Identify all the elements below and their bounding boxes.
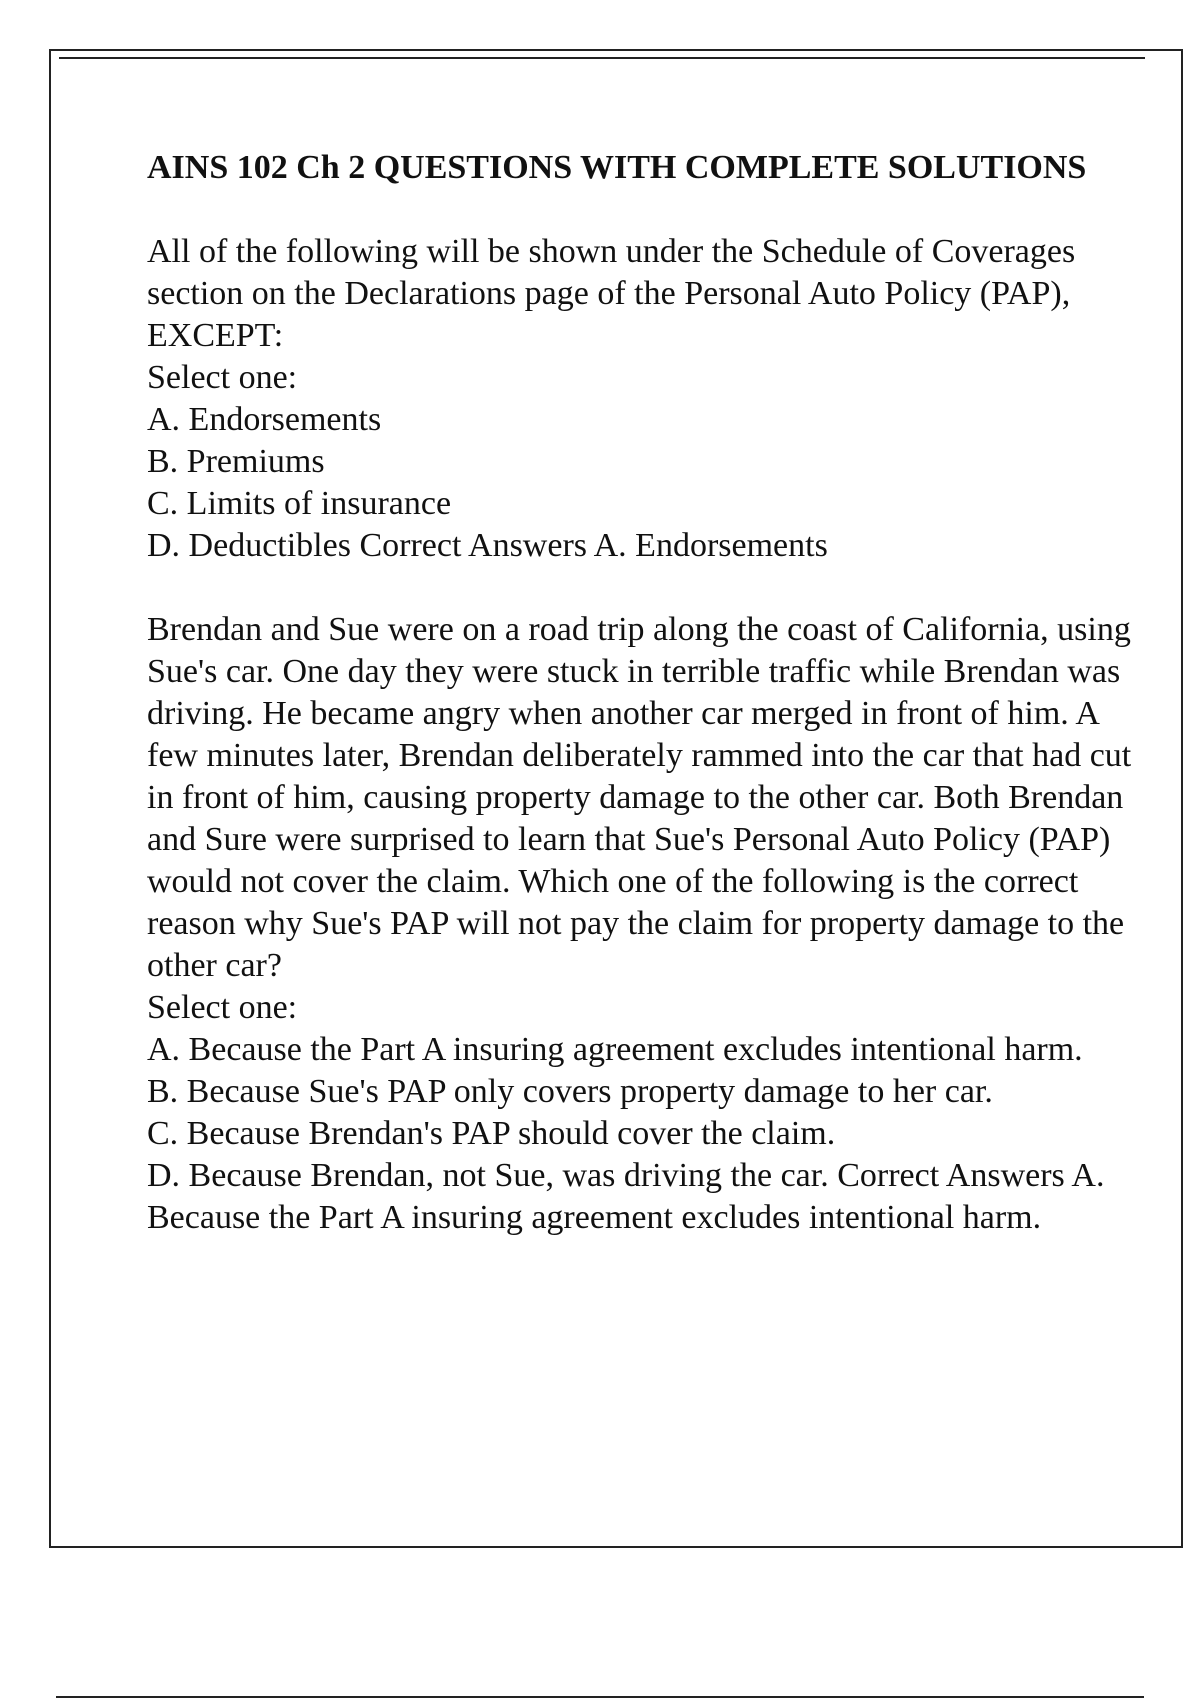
- question-stem: All of the following will be shown under the Schedule of Coverages section on the Declarations page of the Personal Auto Policy (PAP), EXCEPT:: [147, 233, 1076, 354]
- question-2: [147, 609, 1147, 1239]
- document-content: [147, 147, 1147, 1281]
- option-c: C. Limits of insurance: [147, 485, 452, 522]
- document-title: AINS 102 Ch 2 QUESTIONS WITH COMPLETE SOLUTIONS: [147, 149, 1087, 186]
- option-b: B. Because Sue's PAP only covers property damage to her car.: [147, 1073, 993, 1110]
- option-d-with-answer: D. Deductibles Correct Answers A. Endorsements: [147, 527, 828, 564]
- option-a: A. Endorsements: [147, 401, 382, 438]
- top-rule: [59, 57, 1145, 59]
- option-a: A. Because the Part A insuring agreement excludes intentional harm.: [147, 1031, 1083, 1068]
- option-d-with-answer: D. Because Brendan, not Sue, was driving the car. Correct Answers A. Because the Part A insuring agreement excludes intentional harm.: [147, 1157, 1105, 1236]
- option-c: C. Because Brendan's PAP should cover the claim.: [147, 1115, 836, 1152]
- bottom-rule: [56, 1696, 1144, 1698]
- select-prompt: Select one:: [147, 989, 298, 1026]
- question-stem: Brendan and Sue were on a road trip along the coast of California, using Sue's car. One day they were stuck in terrible traffic while Brendan was driving. He became angry when another car merged in front of him. A few minutes later, Brendan deliberately rammed into the car that had cut in front of him, causing property damage to the other car. Both Brendan and Sure were surprised to learn that Sue's Personal Auto Policy (PAP) would not cover the claim. Which one of the following is the correct reason why Sue's PAP will not pay the claim for property damage to the other car?: [147, 611, 1132, 984]
- select-prompt: Select one:: [147, 359, 298, 396]
- question-1: [147, 231, 1147, 567]
- option-b: B. Premiums: [147, 443, 325, 480]
- page-frame: [49, 49, 1183, 1548]
